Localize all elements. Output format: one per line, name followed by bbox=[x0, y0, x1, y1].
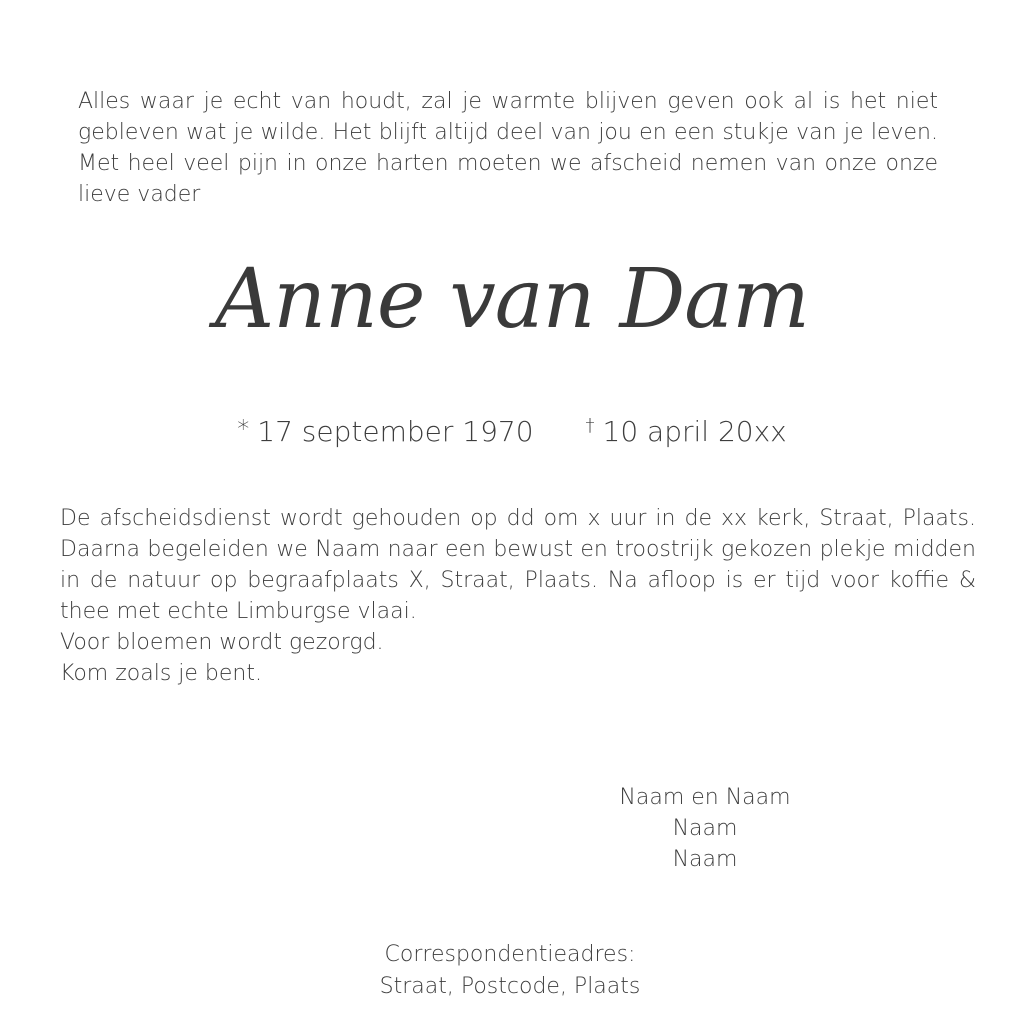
service-line: Daarna begeleiden we Naam naar een bewust en troostrijk gekozen plekje midden bbox=[60, 537, 976, 562]
signer-line: Naam bbox=[672, 847, 738, 872]
intro-line: lieve vader bbox=[78, 182, 201, 207]
service-line: Kom zoals je bent. bbox=[60, 661, 262, 686]
signer-line: Naam bbox=[672, 816, 738, 841]
correspondence-address bbox=[0, 939, 1020, 1003]
death-symbol: † bbox=[585, 415, 595, 436]
service-details bbox=[60, 503, 976, 689]
deceased-name: Anne van Dam bbox=[215, 252, 809, 347]
intro-line: gebleven wat je wilde. Het blijft altijd deel van jou en een stukje van je leven. bbox=[78, 120, 938, 145]
service-line: thee met echte Limburgse vlaai. bbox=[60, 599, 417, 624]
service-line: De afscheidsdienst wordt gehouden op dd om x uur in de xx kerk, Straat, Plaats. bbox=[60, 506, 976, 531]
life-dates bbox=[0, 404, 1024, 454]
death-date: 10 april 20xx bbox=[602, 415, 787, 448]
signer-line: Naam en Naam bbox=[619, 785, 791, 810]
birth-date: 17 september 1970 bbox=[257, 415, 534, 448]
intro-line: Met heel veel pijn in onze harten moeten we afscheid nemen van onze onze bbox=[78, 151, 938, 176]
correspondence-label: Correspondentieadres: bbox=[384, 942, 636, 967]
intro-line: Alles waar je echt van houdt, zal je warmte blijven geven ook al is het niet bbox=[78, 89, 938, 114]
service-line: in de natuur op begraafplaats X, Straat, Plaats. Na afloop is er tijd voor koffie & bbox=[60, 568, 976, 593]
service-line: Voor bloemen wordt gezorgd. bbox=[60, 630, 384, 655]
signers bbox=[560, 782, 850, 875]
death-date-group bbox=[586, 415, 787, 448]
correspondence-address-line: Straat, Postcode, Plaats bbox=[379, 974, 641, 999]
intro-poem bbox=[78, 86, 938, 210]
birth-date-group bbox=[237, 415, 533, 448]
birth-symbol: * bbox=[237, 415, 250, 443]
